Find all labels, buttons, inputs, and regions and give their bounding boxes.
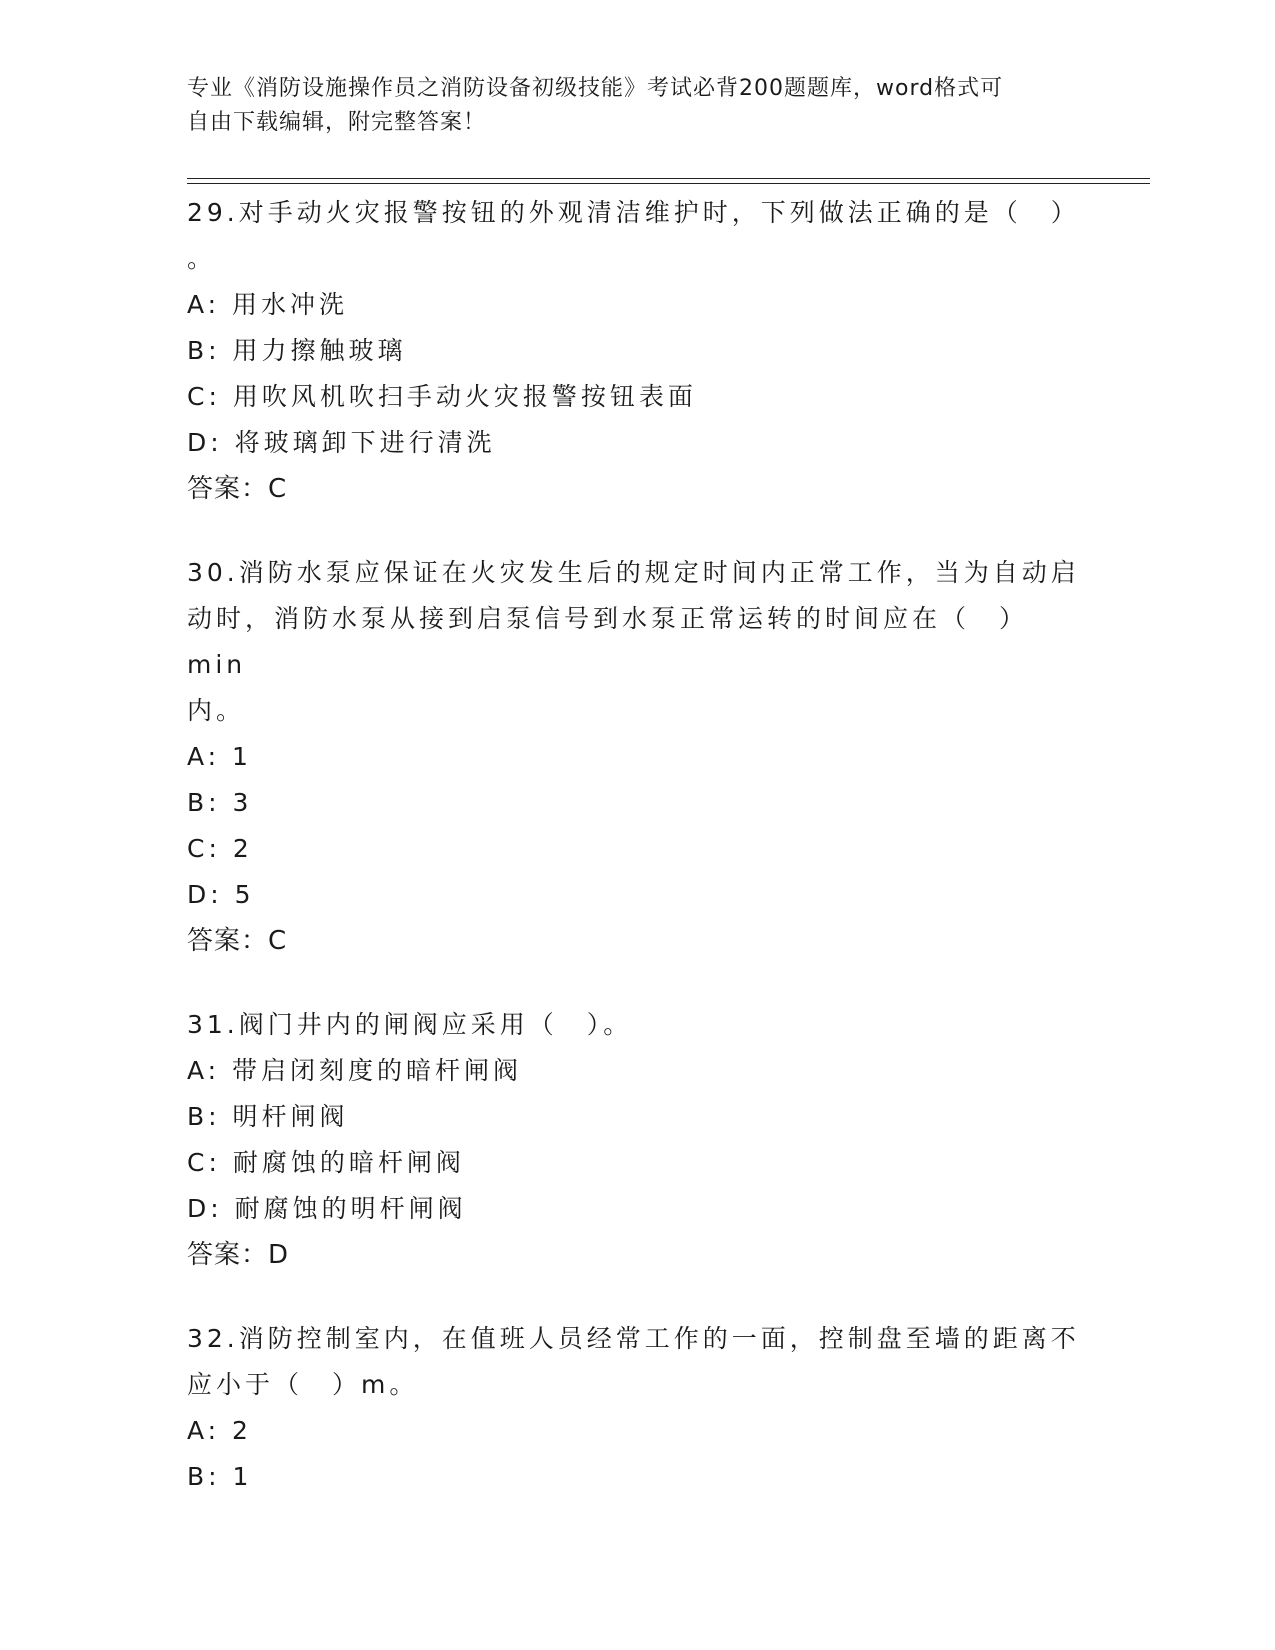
header-line-1: 专业《消防设施操作员之消防设备初级技能》考试必背200题题库，word格式可: [187, 76, 1004, 101]
question-31: [187, 1002, 1087, 1278]
document-header: [187, 72, 1067, 140]
option-a: A: 2: [187, 1416, 252, 1445]
option-d: D: 将玻璃卸下进行清洗: [187, 428, 496, 457]
question-stem: [187, 190, 1087, 282]
answer: 答案：C: [187, 474, 288, 504]
option-c: C: 耐腐蚀的暗杆闸阀: [187, 1148, 465, 1177]
option-b: B: 明杆闸阀: [187, 1102, 349, 1131]
option-a: A: 用水冲洗: [187, 290, 349, 319]
stem-line: 30.消防水泵应保证在火灾发生后的规定时间内正常工作，当为自动启: [187, 558, 1080, 587]
answer: 答案：D: [187, 1240, 290, 1270]
stem-line: 内。: [187, 696, 246, 725]
stem-line: 。: [187, 244, 217, 273]
question-32: [187, 1316, 1087, 1500]
option-b: B: 3: [187, 788, 253, 817]
option-b: B: 用力擦触玻璃: [187, 336, 407, 365]
option-a: A: 1: [187, 742, 252, 771]
header-divider-bottom: [187, 183, 1150, 184]
option-a: A: 带启闭刻度的暗杆闸阀: [187, 1056, 523, 1085]
header-divider-top: [187, 178, 1150, 179]
question-list: [187, 190, 1087, 1538]
stem-line: 应小于（ ）m。: [187, 1370, 419, 1399]
option-c: C: 用吹风机吹扫手动火灾报警按钮表面: [187, 382, 697, 411]
option-b: B: 1: [187, 1462, 253, 1491]
answer: 答案：C: [187, 926, 288, 956]
stem-line: 29.对手动火灾报警按钮的外观清洁维护时，下列做法正确的是（ ）: [187, 198, 1080, 227]
option-c: C: 2: [187, 834, 253, 863]
question-29: [187, 190, 1087, 512]
header-line-2: 自由下载编辑，附完整答案！: [187, 110, 487, 135]
question-stem: [187, 550, 1087, 734]
stem-line: 32.消防控制室内，在值班人员经常工作的一面，控制盘至墙的距离不: [187, 1324, 1080, 1353]
question-stem: [187, 1002, 1087, 1048]
option-d: D: 耐腐蚀的明杆闸阀: [187, 1194, 467, 1223]
stem-line: 动时，消防水泵从接到启泵信号到水泵正常运转的时间应在（ ）min: [187, 604, 1029, 679]
option-d: D: 5: [187, 880, 255, 909]
question-30: [187, 550, 1087, 964]
question-stem: [187, 1316, 1087, 1408]
stem-line: 31.阀门井内的闸阀应采用（ ）。: [187, 1010, 633, 1039]
